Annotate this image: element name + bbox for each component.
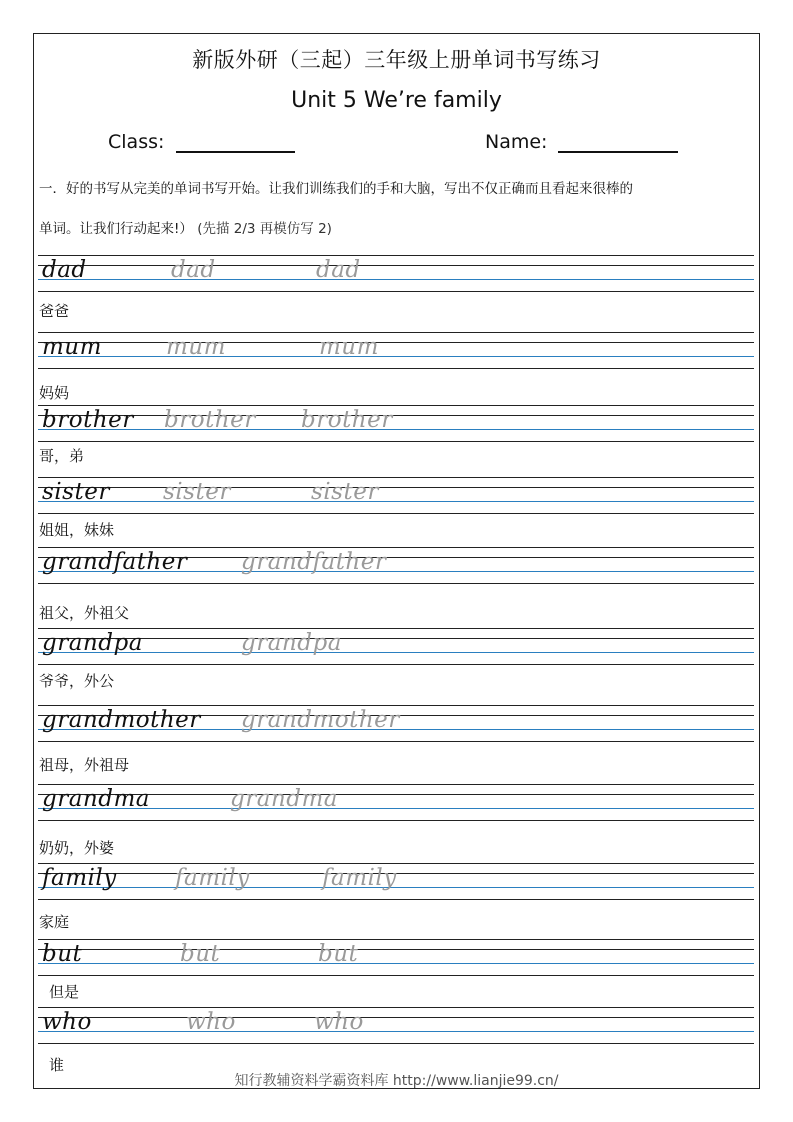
word-model: family [42,865,117,891]
writing-row-grandpa[interactable] [38,628,754,666]
word-trace: family [175,865,250,891]
word-trace: mum [319,334,379,360]
instruction-line-1: 一．好的书写从完美的单词书写开始。让我们训练我们的手和大脑，写出不仅正确而且看起来很棒的 [39,181,633,197]
word-trace: mum [166,334,226,360]
writing-row-mum[interactable] [38,332,754,370]
writing-row-grandfather[interactable] [38,547,754,585]
class-label: Class: [108,131,165,153]
meaning-grandmother: 祖母，外祖母 [39,756,130,774]
word-model: grandpa [42,630,143,656]
meaning-but: 但是 [49,983,80,1001]
meaning-grandfather: 祖父，外祖父 [39,604,130,622]
word-model: brother [42,407,134,433]
meaning-dad: 爸爸 [39,302,70,320]
class-field[interactable] [176,151,295,153]
writing-row-grandmother[interactable] [38,705,754,743]
word-model: who [42,1009,92,1035]
word-trace: who [314,1009,364,1035]
unit-subtitle: Unit 5 We’re family [291,88,502,113]
meaning-grandma: 奶奶，外婆 [39,839,115,857]
word-model: but [42,941,83,967]
word-model: grandmother [42,707,201,733]
word-trace: grandfather [241,549,387,575]
word-trace: sister [311,479,379,505]
word-trace: dad [316,257,361,283]
instruction-text: 单词。让我们行动起来!） [39,221,193,237]
writing-row-who[interactable] [38,1007,754,1045]
writing-row-brother[interactable] [38,405,754,443]
word-trace: but [180,941,221,967]
word-model: grandma [42,786,150,812]
word-trace: dad [171,257,216,283]
instruction-hint: (先描 2/3 再模仿写 2) [197,221,332,237]
word-model: dad [42,257,87,283]
word-model: sister [42,479,110,505]
meaning-family: 家庭 [39,913,70,931]
meaning-mum: 妈妈 [39,384,70,402]
word-trace: grandmother [241,707,400,733]
name-label: Name: [485,131,548,153]
word-trace: family [322,865,397,891]
meaning-grandpa: 爷爷，外公 [39,672,115,690]
writing-row-but[interactable] [38,939,754,977]
writing-row-sister[interactable] [38,477,754,515]
writing-row-grandma[interactable] [38,784,754,822]
word-trace: sister [163,479,231,505]
meaning-brother: 哥，弟 [39,447,85,465]
word-model: grandfather [42,549,188,575]
word-trace: who [186,1009,236,1035]
footer-source: 知行教辅资料学霸资料库 http://www.lianjie99.cn/ [234,1073,559,1089]
instruction-line-2 [39,217,332,237]
word-trace: grandma [230,786,338,812]
word-model: mum [42,334,102,360]
meaning-who: 谁 [49,1056,65,1074]
name-field[interactable] [558,151,678,153]
word-trace: brother [164,407,256,433]
writing-row-dad[interactable] [38,255,754,293]
writing-row-family[interactable] [38,863,754,901]
meaning-sister: 姐姐，妹妹 [39,521,115,539]
word-trace: but [318,941,359,967]
word-trace: brother [301,407,393,433]
page-title: 新版外研（三起）三年级上册单词书写练习 [192,48,601,72]
word-trace: grandpa [241,630,342,656]
